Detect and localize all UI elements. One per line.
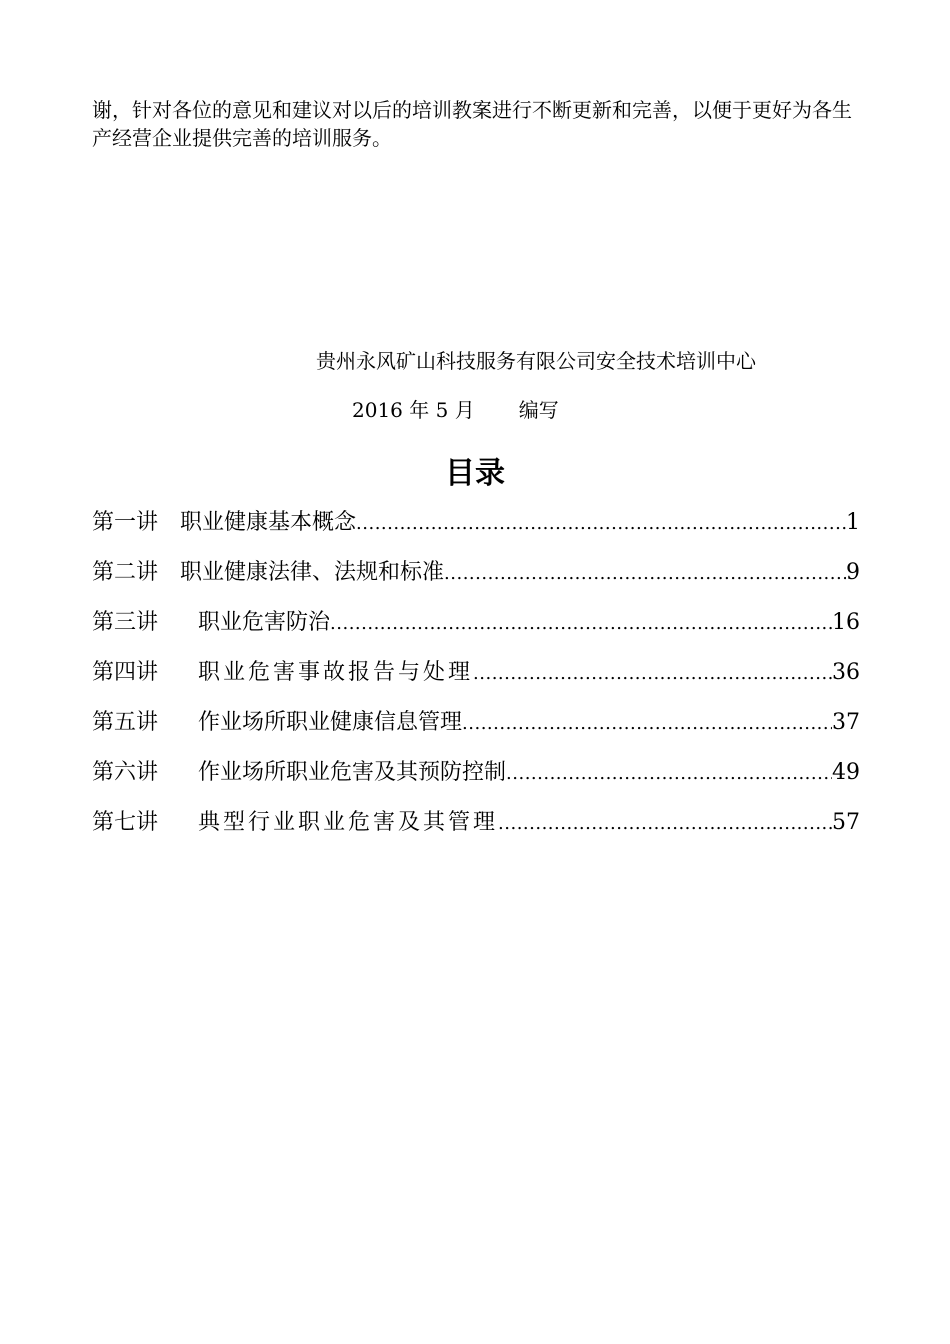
- toc-leader-dots: [356, 508, 846, 540]
- toc-page-number: 9: [846, 560, 860, 585]
- toc-lecture-number: 第五讲: [92, 710, 159, 735]
- date-line: [352, 396, 559, 424]
- toc-leader-dots: [506, 758, 832, 790]
- toc-lecture-number: 第一讲: [92, 510, 159, 535]
- toc-leader-dots: [498, 808, 832, 840]
- toc-entry-1[interactable]: [92, 507, 860, 557]
- toc-entry-2[interactable]: [92, 557, 860, 607]
- toc-entry-title: 典型行业职业危害及其管理: [198, 810, 499, 835]
- toc-leader-dots: [473, 658, 832, 690]
- toc-lecture-number: 第四讲: [92, 660, 159, 685]
- organization-name: 贵州永风矿山科技服务有限公司安全技术培训中心: [316, 349, 756, 373]
- toc-entry-5[interactable]: [92, 707, 860, 757]
- toc-page-number: 49: [832, 760, 860, 785]
- toc-entry-3[interactable]: [92, 607, 860, 657]
- compile-date: 2016 年 5 月: [352, 398, 475, 422]
- toc-entry-4[interactable]: [92, 657, 860, 707]
- table-of-contents: [92, 507, 860, 857]
- toc-lecture-number: 第六讲: [92, 760, 159, 785]
- toc-entry-title: 职业健康基本概念: [180, 510, 357, 535]
- toc-entry-title: 职业危害防治: [198, 610, 331, 635]
- toc-entry-6[interactable]: [92, 757, 860, 807]
- editor-label: 编写: [518, 398, 559, 422]
- toc-entry-title: 职业危害事故报告与处理: [198, 660, 474, 685]
- toc-page-number: 57: [832, 810, 860, 835]
- intro-paragraph: 谢，针对各位的意见和建议对以后的培训教案进行不断更新和完善，以便于更好为各生产经营企业提供完善的培训服务。: [92, 98, 852, 150]
- toc-entry-title: 职业健康法律、法规和标准: [180, 560, 445, 585]
- toc-page-number: 36: [832, 660, 860, 685]
- toc-page-number: 16: [832, 610, 860, 635]
- toc-leader-dots: [444, 558, 846, 590]
- toc-page-number: 1: [846, 510, 860, 535]
- toc-page-number: 37: [832, 710, 860, 735]
- toc-leader-dots: [330, 608, 832, 640]
- toc-entry-title: 作业场所职业健康信息管理: [198, 710, 463, 735]
- toc-lecture-number: 第二讲: [92, 560, 159, 585]
- toc-entry-title: 作业场所职业危害及其预防控制: [198, 760, 507, 785]
- toc-lecture-number: 第三讲: [92, 610, 159, 635]
- toc-leader-dots: [462, 708, 832, 740]
- toc-title: 目录: [445, 456, 505, 491]
- toc-entry-7[interactable]: [92, 807, 860, 857]
- toc-lecture-number: 第七讲: [92, 810, 159, 835]
